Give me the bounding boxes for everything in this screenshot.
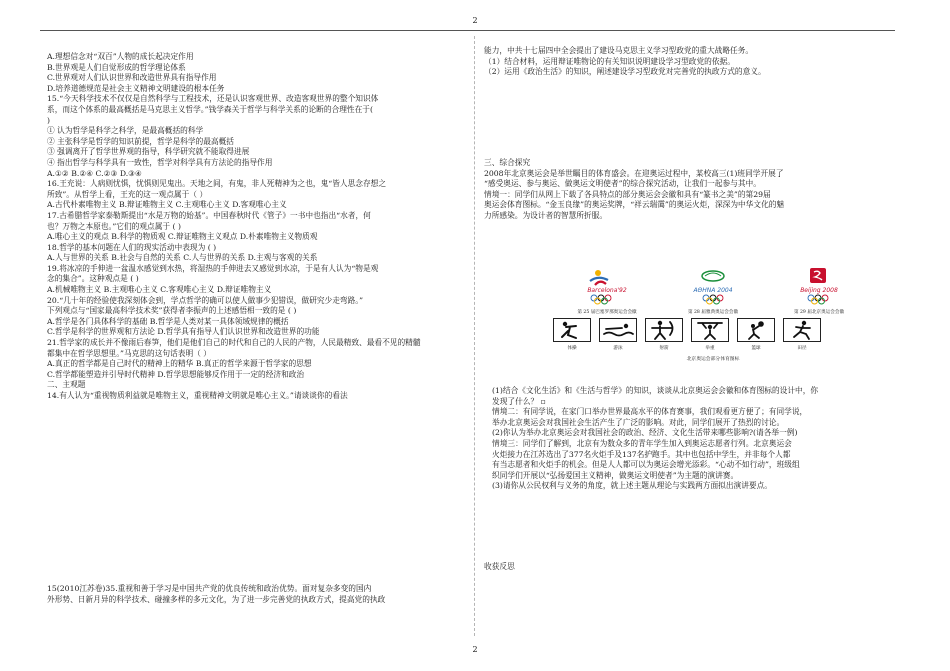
text-line: A.理想信念对“双百”人物的成长起决定作用 bbox=[47, 52, 194, 61]
athens-emblem bbox=[668, 268, 758, 315]
text-line: 2008年北京奥运会是举世瞩目的体育盛会。在迎奥运过程中，某校高三(1)班同学开展了 bbox=[484, 168, 784, 178]
text-line: 火炬接力在江苏选出了377名火炬手及137名护跑手。其中也包括中学生，并非每个人都 bbox=[492, 449, 791, 459]
gymnastics-pictogram bbox=[553, 318, 591, 342]
text-line: 有当志愿者和火炬手的机会。但是人人都可以为奥运会增光添彩。“心动不如行动”，班级组 bbox=[492, 460, 800, 470]
text-line: 15.“今天科学技术不仅仅是自然科学与工程技术，还是认识客观世界、改造客观世界的整个知识体 bbox=[47, 94, 379, 104]
text-line: A.真正的哲学都是自己时代的精神上的精华 B.真正的哲学来源于哲学家的思想 bbox=[47, 359, 312, 369]
text-line: 能力，中共十七届四中全会提出了建设马克思主义学习型政党的重大战略任务。 bbox=[484, 46, 754, 55]
text-line: 系，而这个体系的最高概括是马克思主义哲学。”钱学森关于哲学与科学关系的论断的合理性在于( bbox=[47, 104, 373, 114]
text-line: 奥运会体育图标。“金玉良缘”的奥运奖牌，“祥云瑞霭”的奥运火炬，深深为中华文化的魅 bbox=[484, 200, 785, 210]
left-column bbox=[47, 52, 467, 402]
text-line: ① 认为哲学是科学之科学，是最高概括的科学 bbox=[47, 126, 204, 136]
left-column-question-15 bbox=[47, 584, 467, 605]
text-line: 发现了什么？ ▫ bbox=[492, 396, 546, 406]
text-line: 18.哲学的基本问题在人们的现实活动中表现为 ( ) bbox=[47, 242, 217, 252]
pictogram-label-gymnastics: 体操 bbox=[567, 346, 577, 351]
text-line: 16.王充说：人病则忧惧，忧惧则见鬼出。天地之间，有鬼，非人死精神为之也，鬼“皆人思念存想之 bbox=[47, 179, 387, 189]
text-line: “感受奥运、参与奥运、做奥运文明使者”的综合探究活动，让我们一起参与其中。 bbox=[484, 179, 761, 189]
athletics-icon bbox=[784, 319, 820, 341]
header-rule bbox=[40, 30, 895, 31]
weightlifting-pictogram bbox=[691, 318, 729, 342]
text-line: 情境二：有同学说，在家门口举办世界最高水平的体育赛事，我们观看更方便了；有同学说， bbox=[492, 407, 808, 417]
page-number-top: 2 bbox=[472, 16, 478, 25]
athens-emblem-text: AΘHNA 2004 bbox=[693, 287, 733, 294]
archery-icon bbox=[646, 319, 682, 341]
reflection-heading: 收获反思 bbox=[484, 562, 515, 571]
barcelona-emblem-text: Barcelona'92 bbox=[587, 287, 627, 294]
text-line: 20.“几十年的经验使我深刻体会到，学点哲学的确可以使人做事少犯错误，做研究少走弯路。” bbox=[47, 295, 364, 305]
text-line: 力所感染。为设计者的智慧所折服。 bbox=[484, 210, 608, 220]
text-line: C.世界观对人们认识世界和改造世界具有指导作用 bbox=[47, 73, 217, 83]
text-line: 14.有人认为“重视物质利益就是唯物主义，重视精神文明就是唯心主义。”请谈谈你的看法 bbox=[47, 391, 348, 400]
text-line: A.哲学是各门具体科学的基础 B.哲学是人类对某一具体领域规律的概括 bbox=[47, 316, 289, 326]
text-line: ② 主张科学是哲学的知识前提，哲学是科学的最高概括 bbox=[47, 136, 234, 146]
text-line: 情境一：同学们从网上下载了各具特点的部分奥运会会徽和具有“篆书之美”的第29届 bbox=[484, 189, 771, 199]
text-line: 外形势、日新月异的科学技术、碰撞多样的多元文化，为了进一步完善党的执政方式，提高党的执政 bbox=[47, 594, 386, 604]
swimming-icon bbox=[600, 319, 636, 341]
text-line: A.机械唯物主义 B.主观唯心主义 C.客观唯心主义 D.辩证唯物主义 bbox=[47, 285, 272, 295]
text-line: 也？万物之本原也。”它们的观点属于 ( ) bbox=[47, 221, 181, 231]
text-line: A.①② B.②④ C.②③ D.③④ bbox=[47, 168, 142, 178]
text-line: 举办北京奥运会对我国社会生活产生了广泛的影响。对此，同学们展开了热烈的讨论。 bbox=[492, 417, 785, 427]
basketball-pictogram bbox=[737, 318, 775, 342]
text-line: C.哲学是科学的世界观和方法论 D.哲学具有指导人们认识世界和改造世界的功能 bbox=[47, 327, 320, 337]
text-line: 三、综合探究 bbox=[484, 158, 531, 167]
text-line: 念的集合”。这种观点是 ( ) bbox=[47, 274, 139, 284]
basketball-icon bbox=[738, 319, 774, 341]
pictogram-label-weightlifting: 举重 bbox=[705, 346, 715, 351]
text-line: A.人与世界的关系 B.社会与自然的关系 C.人与世界的关系 D.主观与客观的关系 bbox=[47, 253, 318, 263]
weightlifting-icon bbox=[692, 319, 728, 341]
text-line: 情境三：同学们了解到，北京有为数众多的青年学生加入到奥运志愿者行列。北京奥运会 bbox=[492, 438, 792, 448]
text-line: D.培养道德规范是社会主义精神文明建设的根本任务 bbox=[47, 83, 225, 93]
sports-pictograms bbox=[553, 318, 873, 366]
text-line: 织同学们开展以“弘扬爱国主义精神，做奥运文明使者”为主题的演讲赛。 bbox=[492, 470, 739, 480]
text-line: A.唯心主义的观点 B.科学的物质观 C.辩证唯物主义观点 D.朴素唯物主义物质观 bbox=[47, 232, 318, 242]
barcelona-emblem-caption: 第 25 届巴塞罗那奥运会会徽 bbox=[577, 310, 637, 315]
page-number-bottom: 2 bbox=[472, 645, 478, 654]
beijing-emblem-caption: 第 29 届北京奥运会会徽 bbox=[793, 310, 845, 315]
text-line: （1）结合材料，运用辩证唯物论的有关知识说明建设学习型政党的依据。 bbox=[484, 56, 735, 66]
pictograms-caption: 北京奥运会部分体育图标 bbox=[686, 357, 740, 362]
text-line: 19.将冰凉的手伸进一盆温水感觉到水热，将湿热的手伸进去又感觉到水凉，于是有人认为“物是观 bbox=[47, 263, 379, 273]
gymnastics-icon bbox=[554, 319, 590, 341]
text-line: C.哲学都能塑造并引导时代精神 D.哲学思想能够反作用于一定的经济和政治 bbox=[47, 369, 305, 379]
text-line: 所致”。从哲学上看，王充的这一观点属于（ ） bbox=[47, 189, 208, 199]
beijing-emblem-text: Beijing 2008 bbox=[800, 287, 838, 294]
text-line: 二、主观题 bbox=[47, 380, 86, 390]
pictogram-label-basketball: 篮球 bbox=[751, 346, 761, 351]
text-line: ③ 强调离开了哲学世界观的指导，科学研究就不能取得进展 bbox=[47, 147, 250, 157]
text-line: 15(2010江苏卷)35.重视和善于学习是中国共产党的优良传统和政治优势。面对复杂多变的国内 bbox=[47, 584, 372, 593]
olympic-emblems bbox=[562, 268, 862, 315]
pictogram-label-swimming: 游泳 bbox=[613, 346, 623, 351]
text-line: （2）运用《政治生活》的知识，阐述建设学习型政党对完善党的执政方式的意义。 bbox=[484, 67, 766, 77]
text-line: A.古代朴素唯物主义 B.辩证唯物主义 C.主观唯心主义 D.客观唯心主义 bbox=[47, 200, 287, 210]
text-line: 17.古希腊哲学家泰勒斯提出“水是万物的始基”。中国春秋时代《管子》一书中也指出“水者，何 bbox=[47, 210, 371, 220]
text-line: (3)请你从公民权利与义务的角度，就上述主题从理论与实践两方面拟出演讲要点。 bbox=[492, 481, 772, 491]
right-column-top bbox=[484, 46, 884, 78]
text-line: ) bbox=[47, 115, 50, 125]
comprehensive-inquiry-section bbox=[484, 158, 884, 222]
text-line: (2)你认为举办北京奥运会对我国社会的政治、经济、文化生活带来哪些影响?(请各举一例) bbox=[492, 428, 798, 438]
inquiry-questions bbox=[484, 386, 884, 492]
text-line: 21.哲学家的成长并不像雨后春笋，他们是他们自己的时代和自己的人民的产物，人民最精致、最看不见的精髓 bbox=[47, 338, 421, 348]
text-line: (1)结合《文化生活》和《生活与哲学》的知识，谈谈从北京奥运会会徽和体育图标的设计中，你 bbox=[492, 386, 819, 395]
archery-pictogram bbox=[645, 318, 683, 342]
text-line: 下列观点与“国家最高科学技术奖”获得者李振声的上述感悟相一致的是 ( ) bbox=[47, 306, 297, 316]
text-line: 都集中在哲学思想里。”马克思的这句话表明（ ） bbox=[47, 348, 211, 358]
athens-emblem-caption: 第 28 届雅典奥运会会徽 bbox=[687, 310, 739, 315]
text-line: B.世界观是人们自觉形成的哲学理论体系 bbox=[47, 62, 186, 72]
text-line: ④ 指出哲学与科学具有一致性，哲学对科学具有方法论的指导作用 bbox=[47, 157, 273, 167]
beijing-emblem bbox=[774, 268, 864, 315]
pictogram-label-athletics: 田径 bbox=[797, 346, 807, 351]
column-divider bbox=[474, 36, 475, 636]
athletics-pictogram bbox=[783, 318, 821, 342]
barcelona-emblem bbox=[562, 268, 652, 315]
pictogram-label-archery: 射箭 bbox=[659, 346, 669, 351]
swimming-pictogram bbox=[599, 318, 637, 342]
